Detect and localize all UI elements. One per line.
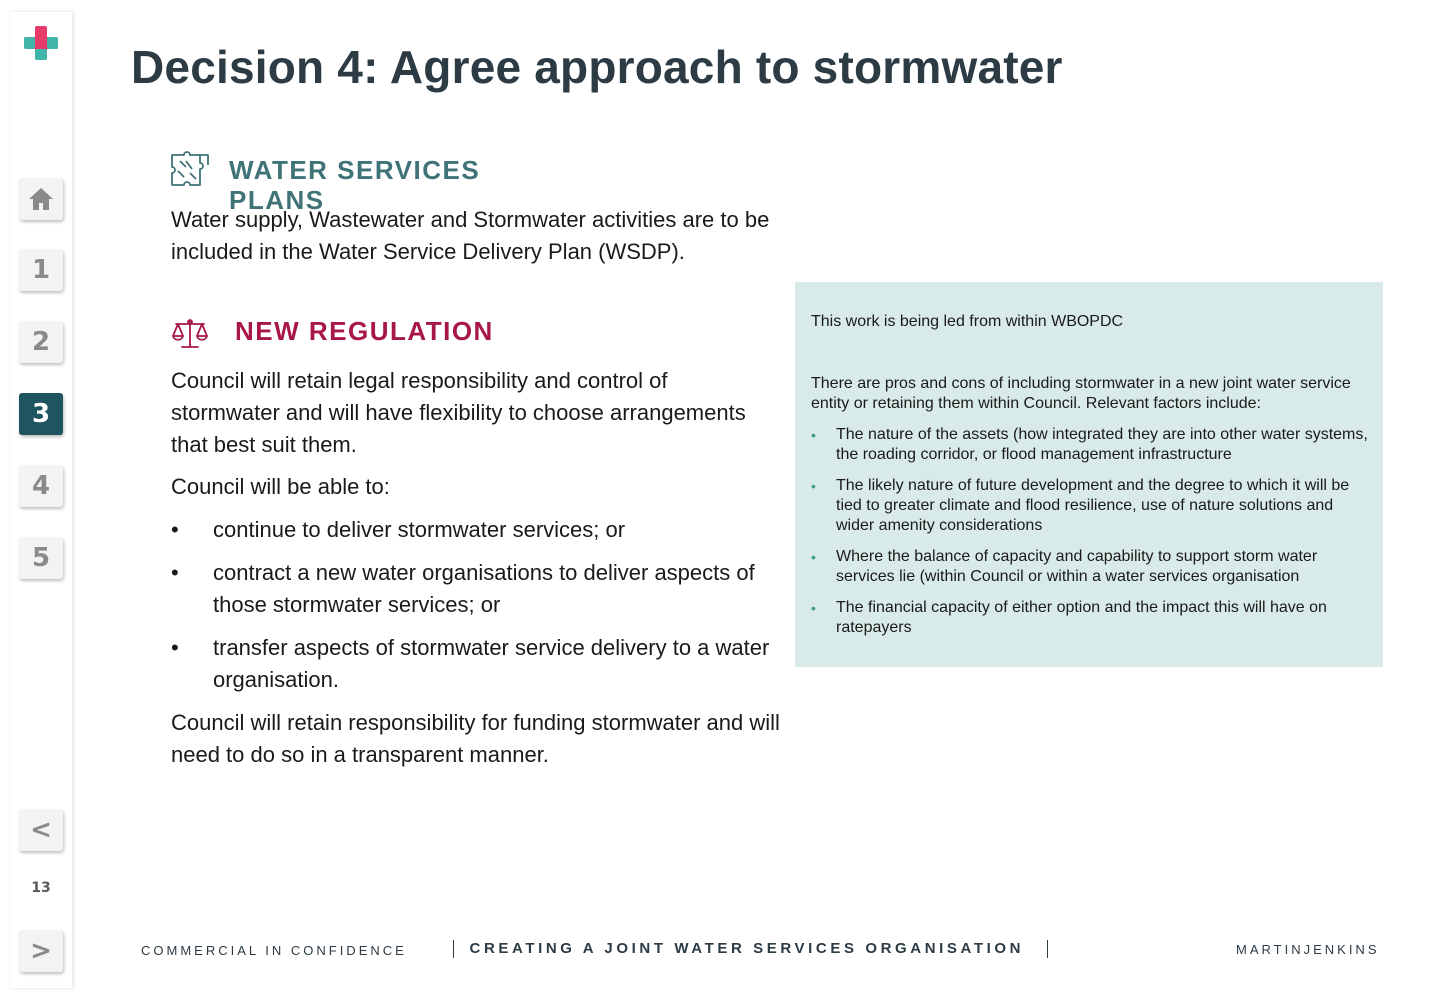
bullet-icon: • <box>811 600 816 616</box>
list-item <box>171 557 791 621</box>
water-services-body: Water supply, Wastewater and Stormwater activities are to be included in the Water Service Delivery Plan (WSDP). <box>171 207 770 264</box>
bullet-icon: • <box>171 635 179 660</box>
list-item-text: The nature of the assets (how integrated they are into other water systems, the roading corridor, or flood management infrastructure <box>836 426 1368 463</box>
regulation-paragraph-1: Council will retain legal responsibility and control of stormwater and will have flexibility to choose arrangements that best suit them. <box>171 368 746 457</box>
nav-section-4-button[interactable]: 4 <box>19 465 63 507</box>
divider <box>1047 940 1048 958</box>
divider <box>453 940 454 958</box>
list-item-text: The financial capacity of either option and the impact this will have on ratepayers <box>836 599 1327 636</box>
list-item <box>811 476 1371 536</box>
info-lead-text: This work is being led from within WBOPDC <box>811 313 1124 330</box>
regulation-paragraph-2: Council will be able to: <box>171 474 390 499</box>
list-item <box>171 632 791 696</box>
nav-section-3-button[interactable]: 3 <box>19 393 63 435</box>
bullet-icon: • <box>811 478 816 494</box>
nav-home-button[interactable] <box>19 178 63 220</box>
list-item <box>811 425 1371 465</box>
footer-confidentiality: COMMERCIAL IN CONFIDENCE <box>141 943 407 958</box>
nav-section-5-button[interactable]: 5 <box>19 537 63 579</box>
list-item-text: continue to deliver stormwater services; or <box>213 517 626 542</box>
bullet-icon: • <box>811 549 816 565</box>
scales-icon <box>170 318 210 350</box>
new-regulation-heading: NEW REGULATION <box>235 316 494 346</box>
page-number: 13 <box>31 880 51 896</box>
footer-project-title <box>453 940 1048 958</box>
regulation-options-list <box>171 514 791 707</box>
footer-brand: MARTINJENKINS <box>1236 942 1380 957</box>
water-services-heading: WATER SERVICES PLANS <box>229 155 481 215</box>
logo-icon <box>20 22 62 64</box>
list-item-text: Where the balance of capacity and capability to support storm water services lie (within Council or within a water services organisation <box>836 548 1318 585</box>
list-item-text: contract a new water organisations to deliver aspects of those stormwater services; or <box>213 560 755 617</box>
info-panel <box>795 282 1383 667</box>
nav-rail <box>10 12 72 988</box>
page-title: Decision 4: Agree approach to stormwater <box>131 41 1063 93</box>
home-icon <box>27 186 55 212</box>
list-item <box>811 598 1371 638</box>
nav-section-1-button[interactable]: 1 <box>19 249 63 291</box>
regulation-paragraph-3: Council will retain responsibility for funding stormwater and will need to do so in a transparent manner. <box>171 710 780 767</box>
footer-project-text: CREATING A JOINT WATER SERVICES ORGANISATION <box>469 940 1025 957</box>
info-factors-list <box>811 425 1371 638</box>
next-page-button[interactable]: > <box>19 930 63 972</box>
info-intro-text: There are pros and cons of including stormwater in a new joint water service entity or retaining them within Council. Relevant factors include: <box>811 375 1351 412</box>
prev-page-button[interactable]: < <box>19 809 63 851</box>
puzzle-icon <box>170 151 210 188</box>
bullet-icon: • <box>171 560 179 585</box>
list-item <box>811 547 1371 587</box>
list-item-text: The likely nature of future development and the degree to which it will be tied to greater climate and flood resilience, use of nature solutions and wider amenity considerations <box>836 477 1350 534</box>
nav-section-2-button[interactable]: 2 <box>19 321 63 363</box>
list-item-text: transfer aspects of stormwater service delivery to a water organisation. <box>213 635 770 692</box>
bullet-icon: • <box>811 427 816 443</box>
bullet-icon: • <box>171 517 179 542</box>
list-item <box>171 514 791 546</box>
